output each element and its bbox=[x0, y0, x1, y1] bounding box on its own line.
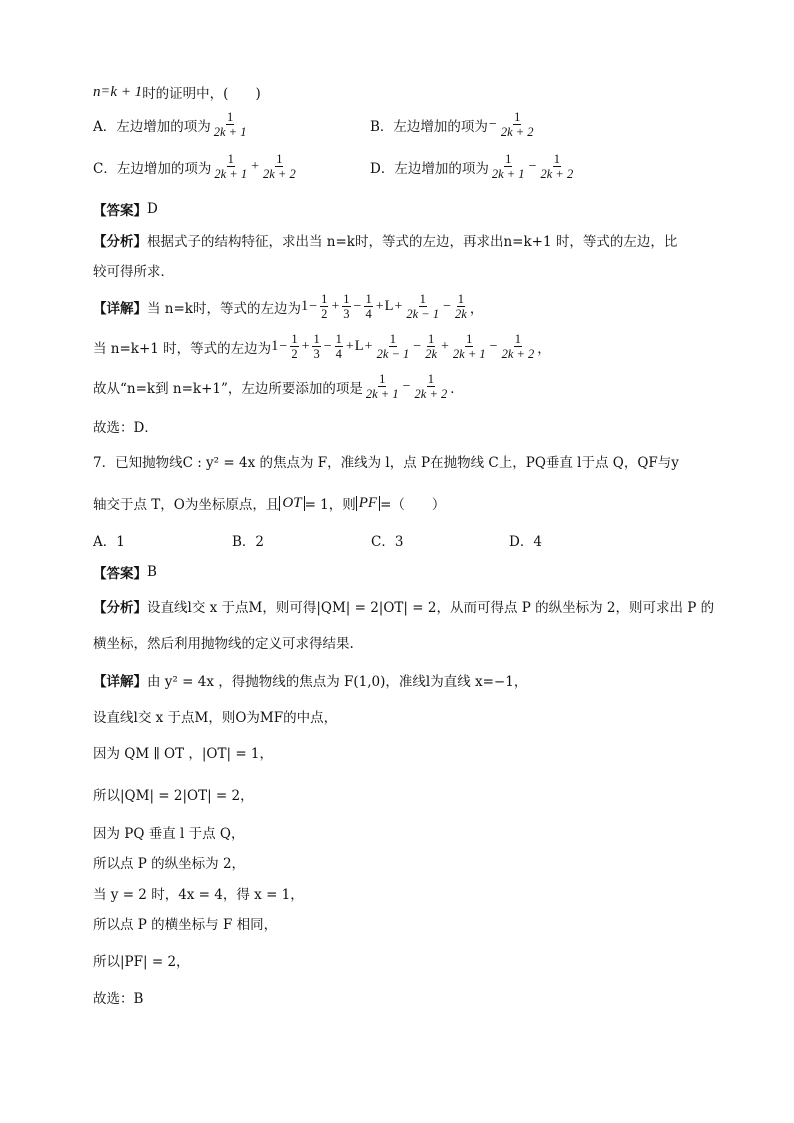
option-b-label: B．左边增加的项为 bbox=[370, 118, 488, 135]
minus-sign: − bbox=[489, 338, 498, 354]
fraction bbox=[213, 152, 248, 181]
fraction-numerator: 1 bbox=[505, 152, 512, 166]
intro-suffix: 时的证明中，( ) bbox=[142, 86, 261, 102]
detail-text: 所以|QM| = 2|OT| = 2， bbox=[93, 788, 254, 804]
q7-detail-line5 bbox=[93, 822, 245, 842]
analysis-text: 根据式子的结构特征，求出当 n=k时，等式的左边，再求出n=k+1 时，等式的左边，比 bbox=[147, 234, 678, 250]
fraction-denominator: 2k + 1 bbox=[214, 167, 248, 181]
fraction bbox=[454, 292, 468, 321]
q7-analysis-line2 bbox=[93, 632, 354, 652]
minus-sign: − bbox=[413, 338, 422, 354]
fraction bbox=[262, 152, 297, 181]
option-b bbox=[370, 110, 537, 139]
fraction-denominator: 2 bbox=[321, 307, 328, 321]
q7-detail-line9 bbox=[93, 950, 190, 970]
fraction-numerator: 1 bbox=[457, 292, 465, 306]
fraction bbox=[342, 292, 350, 321]
fraction-numerator: 1 bbox=[335, 332, 342, 346]
fraction-denominator: 3 bbox=[313, 347, 320, 361]
fraction bbox=[491, 152, 526, 181]
abs-PF: PF bbox=[356, 496, 380, 511]
fraction-denominator: 2k + 1 bbox=[365, 387, 399, 401]
q7-detail-line1 bbox=[93, 670, 527, 690]
q7-detail-line7 bbox=[93, 883, 304, 903]
plus-sign: + bbox=[251, 158, 259, 174]
minus-sign: − bbox=[488, 116, 497, 132]
q7-stem-text: =（ ） bbox=[380, 497, 446, 513]
fraction-numerator: 1 bbox=[553, 152, 560, 166]
fraction-numerator: 1 bbox=[276, 152, 283, 166]
q7-option-b bbox=[232, 530, 264, 550]
plus-sign: + bbox=[345, 338, 354, 354]
q7-stem-line2 bbox=[93, 493, 445, 513]
fraction bbox=[312, 332, 320, 361]
fraction-denominator: 2k + 1 bbox=[491, 167, 525, 181]
fraction-numerator: 1 bbox=[313, 332, 320, 346]
q7-option-d bbox=[509, 530, 542, 550]
choose-text: 故选：B bbox=[93, 991, 144, 1007]
fraction-denominator: 2k − 1 bbox=[406, 307, 440, 321]
fraction-denominator: 2k bbox=[425, 347, 438, 361]
detail-text: 当 n=k+1 时，等式的左边为 bbox=[93, 340, 272, 357]
fraction-denominator: 2k bbox=[455, 307, 467, 321]
fraction bbox=[290, 332, 298, 361]
fraction-denominator: 4 bbox=[335, 347, 342, 361]
option-c bbox=[93, 152, 299, 181]
option-text: D．4 bbox=[509, 534, 542, 550]
minus-sign: − bbox=[443, 298, 452, 314]
q6-answer bbox=[93, 199, 158, 219]
q7-detail-line2 bbox=[93, 706, 337, 726]
analysis-text: 设直线l交 x 于点M，则可得|QM| = 2|OT| = 2，从而可得点 P 的纵坐标为 2，则可求出 P 的 bbox=[147, 600, 715, 616]
analysis-text: 横坐标，然后利用抛物线的定义可求得结果. bbox=[93, 636, 354, 652]
fraction bbox=[452, 332, 487, 361]
answer-value: D bbox=[147, 201, 158, 217]
fraction bbox=[335, 332, 343, 361]
fraction-denominator: 2k + 1 bbox=[452, 347, 486, 361]
q7-detail-line3 bbox=[93, 742, 273, 762]
fraction-denominator: 4 bbox=[365, 307, 372, 321]
option-a-label: A．左边增加的项为 bbox=[93, 118, 211, 135]
var-n: n bbox=[93, 83, 101, 100]
fraction-denominator: 2 bbox=[291, 347, 298, 361]
fraction bbox=[501, 332, 536, 361]
q7-answer bbox=[93, 562, 157, 582]
q6-detail-line2 bbox=[93, 332, 551, 361]
plus-sign: + bbox=[331, 298, 340, 314]
q6-analysis-line2 bbox=[93, 260, 174, 280]
fraction bbox=[365, 372, 400, 401]
q7-option-c bbox=[371, 530, 403, 550]
fraction-numerator: 1 bbox=[291, 332, 298, 346]
fraction bbox=[364, 292, 372, 321]
detail-text: 当 y = 2 时，4x = 4，得 x = 1， bbox=[93, 887, 304, 903]
fraction-denominator: 2k − 1 bbox=[376, 347, 410, 361]
fraction-denominator: 2k + 2 bbox=[414, 387, 448, 401]
comma: ， bbox=[469, 300, 484, 317]
minus-sign: − bbox=[402, 378, 411, 394]
detail-tag: 【详解】 bbox=[93, 674, 147, 690]
analysis-text: 较可得所求． bbox=[93, 264, 174, 280]
fraction-numerator: 1 bbox=[343, 292, 350, 306]
q7-stem-text: 7．已知抛物线C : y² = 4x 的焦点为 F，准线为 l，点 P在抛物线 C上，PQ垂直 l于点 Q，QF与y bbox=[93, 455, 679, 471]
q6-choose bbox=[93, 416, 158, 436]
analysis-tag: 【分析】 bbox=[93, 600, 147, 616]
option-text: A．1 bbox=[93, 534, 125, 550]
one: 1 bbox=[271, 338, 279, 354]
expr-k-plus-1: k + 1 bbox=[110, 83, 143, 100]
fraction-denominator: 2k + 2 bbox=[500, 125, 534, 139]
minus-sign: − bbox=[323, 338, 332, 354]
option-d bbox=[370, 152, 576, 181]
minus-sign: − bbox=[309, 298, 318, 314]
option-a bbox=[93, 110, 249, 139]
eq-sign: = bbox=[101, 84, 110, 99]
detail-text: 所以点 P 的横坐标与 F 相同， bbox=[93, 917, 278, 933]
fraction bbox=[500, 110, 535, 139]
fraction-numerator: 1 bbox=[427, 332, 435, 346]
q7-stem-line1 bbox=[93, 451, 679, 471]
detail-text: 所以点 P 的纵坐标为 2， bbox=[93, 856, 246, 872]
detail-text: 当 n=k时，等式的左边为 bbox=[147, 300, 301, 317]
q7-detail-line6 bbox=[93, 852, 245, 872]
period: ． bbox=[450, 380, 464, 397]
fraction-numerator: 1 bbox=[419, 292, 426, 306]
answer-value: B bbox=[147, 564, 157, 580]
intro-line bbox=[93, 82, 261, 102]
fraction-denominator: 3 bbox=[343, 307, 350, 321]
ellipsis-L: L bbox=[384, 298, 394, 314]
ellipsis-L: L bbox=[354, 338, 364, 354]
fraction bbox=[539, 152, 574, 181]
fraction-numerator: 1 bbox=[514, 332, 522, 346]
q7-detail-line8 bbox=[93, 913, 277, 933]
minus-sign: − bbox=[279, 338, 288, 354]
q6-detail-line1 bbox=[93, 292, 483, 321]
plus-sign: + bbox=[375, 298, 384, 314]
analysis-tag: 【分析】 bbox=[93, 234, 147, 250]
q6-analysis-line1 bbox=[93, 230, 677, 250]
q7-option-a bbox=[93, 530, 125, 550]
option-c-label: C．左边增加的项为 bbox=[93, 160, 212, 177]
detail-text: 因为 PQ 垂直 l 于点 Q， bbox=[93, 826, 245, 842]
option-text: B．2 bbox=[232, 534, 265, 550]
fraction bbox=[424, 332, 438, 361]
plus-sign: + bbox=[441, 338, 449, 354]
detail-text: 因为 QM ∥ OT ，|OT| = 1， bbox=[93, 746, 274, 762]
answer-tag: 【答案】 bbox=[93, 203, 147, 219]
fraction bbox=[376, 332, 411, 361]
q7-detail-line4 bbox=[93, 784, 254, 804]
plus-sign: + bbox=[364, 338, 373, 354]
minus-sign: − bbox=[528, 158, 537, 174]
fraction bbox=[405, 292, 440, 321]
plus-sign: + bbox=[301, 338, 310, 354]
comma: ， bbox=[537, 340, 551, 357]
option-text: C．3 bbox=[371, 534, 404, 550]
q7-stem-text: 轴交于点 T，O为坐标原点，且 bbox=[93, 497, 280, 513]
fraction-denominator: 2k + 2 bbox=[540, 167, 574, 181]
fraction-numerator: 1 bbox=[321, 292, 328, 306]
plus-sign: + bbox=[394, 298, 403, 314]
q7-choose bbox=[93, 987, 143, 1007]
fraction-numerator: 1 bbox=[365, 292, 372, 306]
q6-detail-line3 bbox=[93, 372, 464, 401]
detail-text: 故从“n=k到 n=k+1”，左边所要添加的项是 bbox=[93, 380, 363, 397]
answer-tag: 【答案】 bbox=[93, 566, 147, 582]
fraction-numerator: 1 bbox=[514, 110, 521, 124]
fraction bbox=[320, 292, 328, 321]
abs-OT: OT bbox=[279, 496, 304, 511]
fraction-numerator: 1 bbox=[226, 110, 234, 124]
detail-text: 设直线l交 x 于点M，则O为MF的中点， bbox=[93, 710, 338, 726]
detail-text: 所以|PF| = 2， bbox=[93, 954, 190, 970]
fraction-denominator: 2k + 1 bbox=[213, 125, 247, 139]
fraction-numerator: 1 bbox=[227, 152, 234, 166]
one: 1 bbox=[300, 298, 309, 314]
fraction bbox=[213, 110, 248, 139]
fraction bbox=[414, 372, 449, 401]
fraction-denominator: 2k + 2 bbox=[262, 167, 296, 181]
fraction-numerator: 1 bbox=[427, 372, 434, 386]
q7-stem-text: = 1，则 bbox=[304, 497, 356, 513]
fraction-numerator: 1 bbox=[389, 332, 397, 346]
fraction-numerator: 1 bbox=[466, 332, 473, 346]
detail-text: 由 y² = 4x ，得抛物线的焦点为 F(1,0)，准线l为直线 x=−1， bbox=[147, 674, 528, 690]
detail-tag: 【详解】 bbox=[93, 300, 147, 317]
minus-sign: − bbox=[353, 298, 362, 314]
choose-text: 故选：D． bbox=[93, 420, 158, 436]
fraction-denominator: 2k + 2 bbox=[501, 347, 535, 361]
fraction-numerator: 1 bbox=[379, 372, 386, 386]
option-d-label: D．左边增加的项为 bbox=[370, 160, 489, 177]
q7-analysis-line1 bbox=[93, 596, 714, 616]
